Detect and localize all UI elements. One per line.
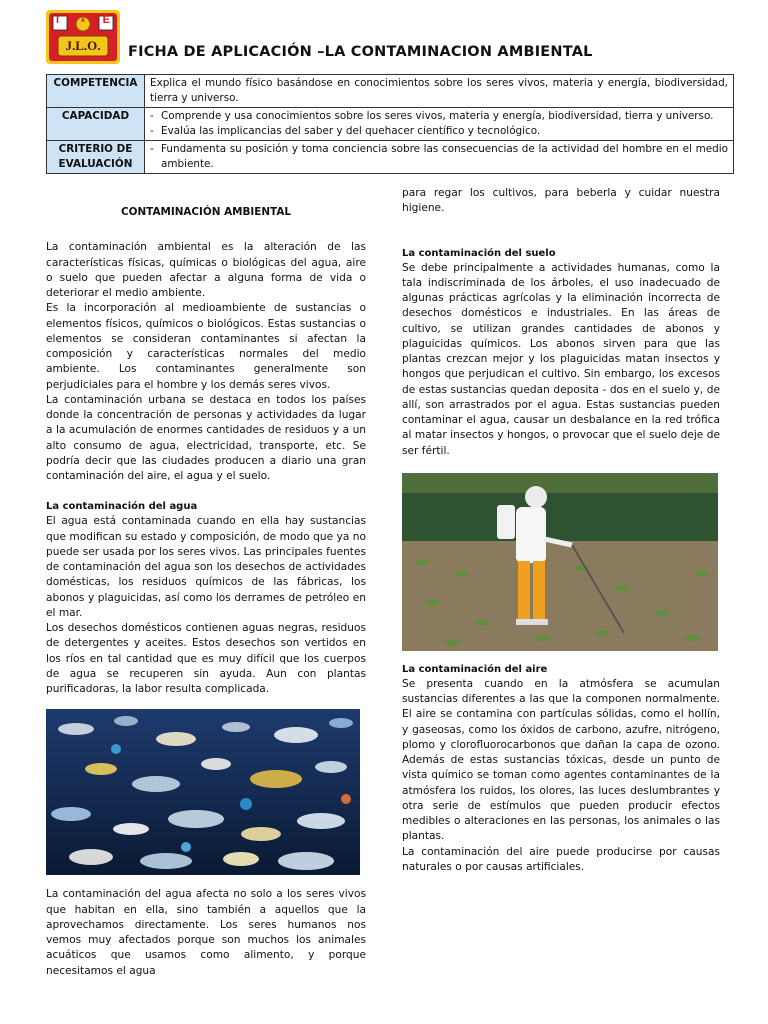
criterio-item-text: Fundamenta su posición y toma conciencia sobre las consecuencias de la actividad del hombre en el medio ambiente. [161,143,728,170]
suelo-heading: La contaminación del suelo [402,247,556,259]
agua-heading: La contaminación del agua [46,501,198,513]
criterio-label-line2: EVALUACIÓN [58,158,133,170]
agua-paragraph: Los desechos domésticos contienen aguas negras, residuos de detergentes y aceites. Estos desechos son vertidos en los ríos en tal cantidad que es muy difícil que los cuerpos de agua se recuperen sin ayuda. Aun con plantas purificadoras, la labor resulta complicada. [46,622,366,695]
aire-paragraph: La contaminación del aire puede producirse por causas naturales o por causas artificiales. [402,845,720,873]
intro-paragraph: Es la incorporación al medioambiente de sustancias o elementos físicos, químicos o biológicos. Estas sustancias o elementos se consideran contaminantes si afectan la composición y características normales del medio ambiente. Los contaminantes generalmente son perjudiciales para el hombre y los demás seres vivos. [46,302,366,391]
capacidad-item [150,109,728,124]
criterio-row [47,141,734,174]
page-title: FICHA DE APLICACIÓN –LA CONTAMINACION AMBIENTAL [128,44,593,60]
bullet-dash: - [150,143,154,155]
capacidad-list [145,108,734,141]
intro-paragraph: La contaminación urbana se destaca en todos los países donde la concentración de personas y actividades da lugar a la acumulación de enormes cantidades de residuos y a un alto consumo de agua, electricidad, transporte, etc. Se podría decir que las ciudades producen a diario una gran contaminación del aire, el agua y el suelo. [46,393,366,482]
competencia-label: COMPETENCIA [47,75,145,108]
capacidad-item-text: Evalúa las implicancias del saber y del quehacer científico y tecnológico. [161,125,541,137]
right-column [402,186,720,875]
polluted-water-photo [46,709,360,875]
logo-text: J.L.O. [65,38,101,53]
capacidad-item [150,124,728,139]
bullet-dash: - [150,110,154,122]
intro-paragraph: La contaminación ambiental es la alteración de las características físicas, químicas o biológicas del agua, aire o suelo que pueden afectar a alguna forma de vida o deteriorar el medio ambiente. [46,241,366,299]
section-title: CONTAMINACIÓN AMBIENTAL [121,206,291,218]
capacidad-row [47,108,734,141]
pesticide-spraying-photo [402,473,718,651]
logo-letters: I E [56,14,110,26]
competency-table [46,74,734,174]
competencia-text: Explica el mundo físico basándose en conocimientos sobre los seres vivos, materia y energía, biodiversidad, tierra y universo. [145,75,734,108]
capacidad-label: CAPACIDAD [47,108,145,141]
left-column [46,200,366,979]
criterio-item [150,142,728,172]
bullet-dash: - [150,125,154,137]
continuation-paragraph: para regar los cultivos, para beberla y cuidar nuestra higiene. [402,187,720,215]
capacidad-item-text: Comprende y usa conocimientos sobre los seres vivos, materia y energía, biodiversidad, tierra y universo. [161,110,714,122]
criterio-list [145,141,734,174]
aire-paragraph: Se presenta cuando en la atmósfera se acumulan sustancias diferentes a las que la componen normalmente. El aire se contamina con partículas sólidas, como el hollín, y gaseosas, como los óxidos de carbono, azufre, nitrógeno, plomo y clorofluorocarbonos que dañan la capa de ozono. Además de estas sustancias tóxicas, desde un punto de vista químico se toman como agentes contaminantes de la atmósfera los ruidos, los olores, las luces deslumbrantes y otra serie de estímulos que pueden producir efectos medibles o alteraciones en las personas, los animales o las plantas. [402,677,720,843]
criterio-label [47,141,145,174]
agua-closing-paragraph: La contaminación del agua afecta no solo a los seres vivos que habitan en ella, sino también a aquellos que la aprovechamos directamente. Los seres humanos nos vemos muy afectados porque son muchos los animales acuáticos que usamos como alimento, y porque necesitamos el agua [46,888,366,977]
criterio-label-line1: CRITERIO DE [58,143,133,155]
suelo-paragraph: Se debe principalmente a actividades humanas, como la tala indiscriminada de los árboles, el uso inadecuado de algunas prácticas agrícolas y la eliminación incorrecta de desechos domésticos e industriales. En las áreas de cultivo, se utilizan grandes cantidades de abonos y plaguicidas químicos. Los abonos sirven para que las plantas crezcan mejor y los plaguicidas matan insectos y hongos que perjudican el cultivo. Sin embargo, los excesos de estas sustancias quedan deposita - dos en el suelo y, de allí, son arrastrados por el agua. Estas sustancias pueden contaminar el agua, causar un desbalance en la red trófica al matar insectos y hongos, o provocar que el suelo deje de ser fértil. [402,261,720,457]
competencia-row [47,75,734,108]
school-logo [46,10,120,64]
aire-heading: La contaminación del aire [402,663,548,675]
agua-paragraph: El agua está contaminada cuando en ella hay sustancias que modifican su estado y composición, de modo que ya no puede ser usada por los seres vivos. Las principales fuentes de contaminación del agua son los desechos de actividades domésticas, los residuos químicos de las fábricas, los abonos y plaguicidas, así como los derrames de petróleo en el mar. [46,515,366,619]
